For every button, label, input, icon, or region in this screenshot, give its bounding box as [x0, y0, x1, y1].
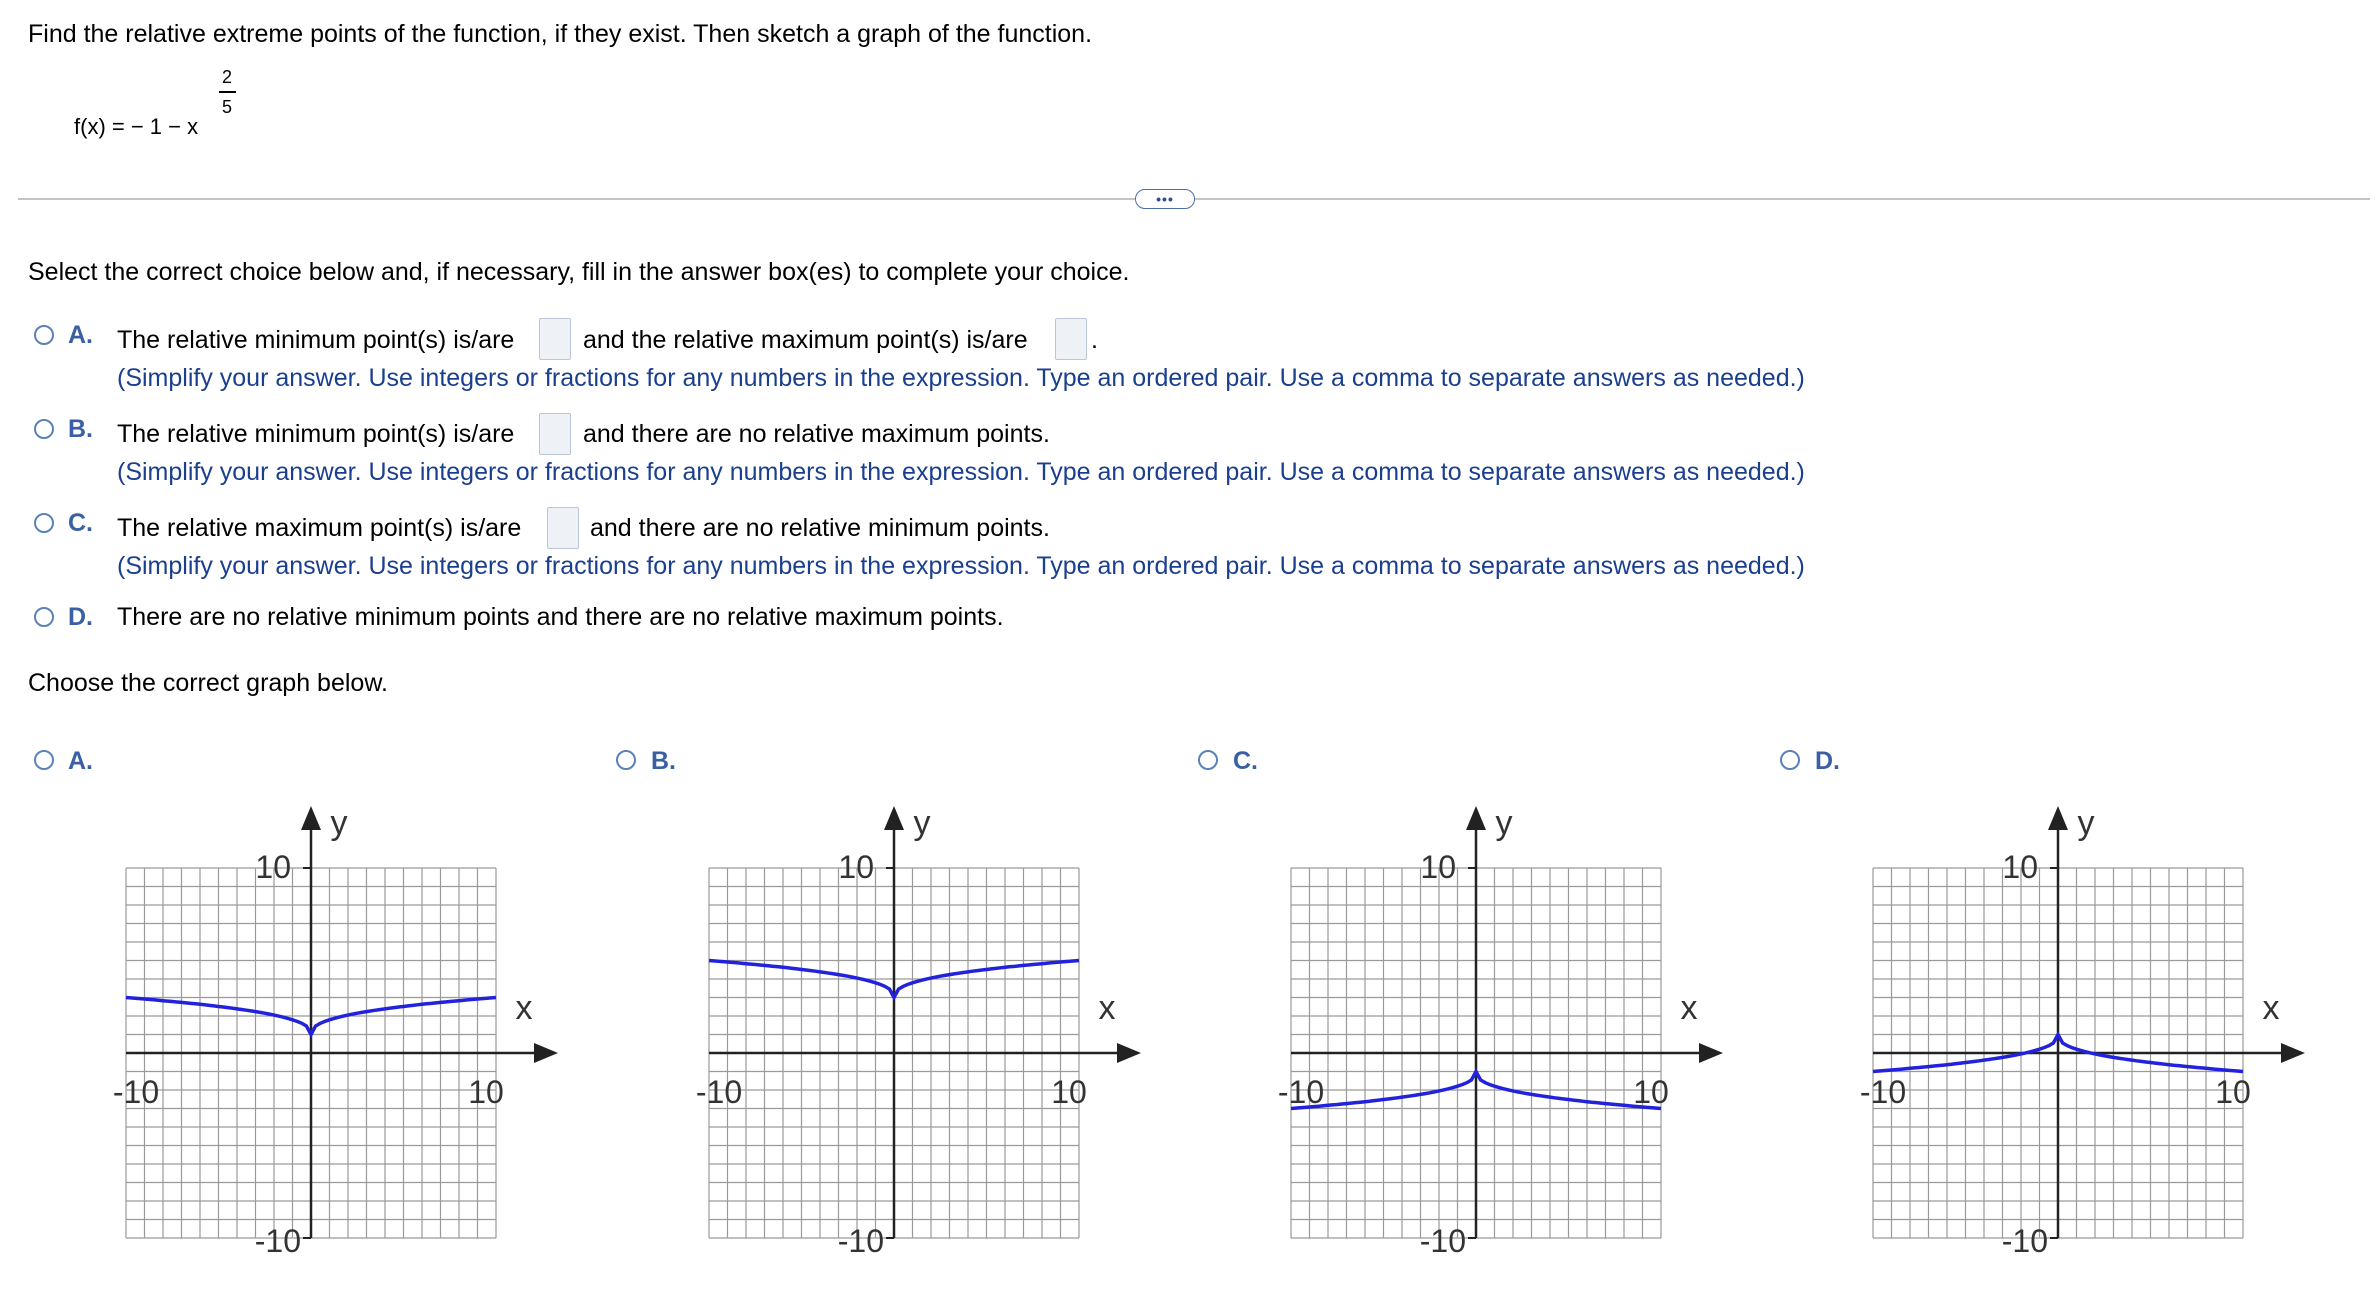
- tick-label-bottom: -10: [254, 1223, 301, 1259]
- choice-c-letter: C.: [68, 509, 93, 537]
- choice-a-text1: The relative minimum point(s) is/are: [117, 326, 515, 354]
- fraction-bar: [219, 91, 236, 93]
- tick-label-right: 10: [1633, 1074, 1669, 1110]
- part1-instruction: Select the correct choice below and, if necessary, fill in the answer box(es) to complete your choice.: [28, 258, 1130, 286]
- y-arrow: [884, 806, 904, 830]
- choice-a-period: .: [1091, 326, 1098, 354]
- exponent-denominator: 5: [222, 97, 233, 117]
- x-arrow: [1699, 1043, 1723, 1063]
- graph-d[interactable]: [1817, 790, 2337, 1270]
- tick-label-top: 10: [838, 849, 874, 885]
- tick-label-top: 10: [1420, 849, 1456, 885]
- graph-b-radio[interactable]: [616, 750, 636, 770]
- x-axis-label: x: [2262, 989, 2280, 1027]
- choice-d-radio[interactable]: [34, 607, 54, 627]
- choice-b-answer-box[interactable]: [539, 413, 571, 455]
- tick-label-top: 10: [2002, 849, 2038, 885]
- function-lhs: f(x) = − 1 − x: [74, 114, 199, 139]
- function-expression: [74, 60, 264, 140]
- tick-label-left: -10: [1277, 1074, 1325, 1110]
- choice-b-text1: The relative minimum point(s) is/are: [117, 420, 515, 448]
- y-arrow: [2048, 806, 2068, 830]
- choice-c-hint: (Simplify your answer. Use integers or fractions for any numbers in the expression. Type an ordered pair. Use a comma to separate answers as needed.): [117, 552, 1805, 580]
- choice-a-letter: A.: [68, 321, 93, 349]
- choice-c-text2: and there are no relative minimum points.: [590, 514, 1050, 542]
- choice-b-text2: and there are no relative maximum points.: [583, 420, 1050, 448]
- graph-b-letter: B.: [651, 747, 676, 775]
- tick-label-top: 10: [255, 849, 291, 885]
- choice-c-text1: The relative maximum point(s) is/are: [117, 514, 522, 542]
- graph-c-letter: C.: [1233, 747, 1258, 775]
- x-arrow: [534, 1043, 558, 1063]
- choice-a-min-answer-box[interactable]: [539, 318, 571, 360]
- x-axis-label: x: [1098, 989, 1116, 1027]
- choice-b-hint: (Simplify your answer. Use integers or fractions for any numbers in the expression. Type an ordered pair. Use a comma to separate answers as needed.): [117, 458, 1805, 486]
- more-button[interactable]: •••: [1135, 189, 1195, 209]
- y-axis-label: y: [1495, 804, 1513, 842]
- choice-a-text2: and the relative maximum point(s) is/are: [583, 326, 1028, 354]
- x-axis-label: x: [515, 989, 533, 1027]
- choice-a-hint: (Simplify your answer. Use integers or fractions for any numbers in the expression. Type an ordered pair. Use a comma to separate answers as needed.): [117, 364, 1805, 392]
- tick-label-right: 10: [2215, 1074, 2251, 1110]
- x-arrow: [1117, 1043, 1141, 1063]
- y-axis-label: y: [2077, 804, 2095, 842]
- tick-label-left: -10: [112, 1074, 160, 1110]
- tick-label-bottom: -10: [837, 1223, 884, 1259]
- graph-c[interactable]: [1235, 790, 1755, 1270]
- choice-b-radio[interactable]: [34, 419, 54, 439]
- y-arrow: [301, 806, 321, 830]
- graph-svg: [653, 790, 1173, 1270]
- x-arrow: [2281, 1043, 2305, 1063]
- y-axis-label: y: [330, 804, 348, 842]
- graph-a-radio[interactable]: [34, 750, 54, 770]
- graph-b[interactable]: [653, 790, 1173, 1270]
- choice-d-text: There are no relative minimum points and there are no relative maximum points.: [117, 603, 1004, 631]
- graph-c-radio[interactable]: [1198, 750, 1218, 770]
- tick-label-right: 10: [1051, 1074, 1087, 1110]
- choice-c-radio[interactable]: [34, 513, 54, 533]
- part2-instruction: Choose the correct graph below.: [28, 669, 388, 697]
- graph-svg: [70, 790, 590, 1270]
- choice-c-answer-box[interactable]: [547, 507, 579, 549]
- y-arrow: [1466, 806, 1486, 830]
- y-axis-label: y: [913, 804, 931, 842]
- tick-label-bottom: -10: [1419, 1223, 1466, 1259]
- graph-svg: [1817, 790, 2337, 1270]
- graph-a[interactable]: [70, 790, 590, 1270]
- graph-d-radio[interactable]: [1780, 750, 1800, 770]
- tick-label-bottom: -10: [2001, 1223, 2048, 1259]
- choice-a-radio[interactable]: [34, 325, 54, 345]
- choice-a-max-answer-box[interactable]: [1055, 318, 1087, 360]
- question-prompt: Find the relative extreme points of the function, if they exist. Then sketch a graph of the function.: [28, 20, 1093, 48]
- x-axis-label: x: [1680, 989, 1698, 1027]
- graph-svg: [1235, 790, 1755, 1270]
- exponent-numerator: 2: [222, 67, 233, 87]
- tick-label-right: 10: [468, 1074, 504, 1110]
- graph-a-letter: A.: [68, 747, 93, 775]
- graph-d-letter: D.: [1815, 747, 1840, 775]
- tick-label-left: -10: [695, 1074, 743, 1110]
- choice-b-letter: B.: [68, 415, 93, 443]
- choice-d-letter: D.: [68, 603, 93, 631]
- tick-label-left: -10: [1859, 1074, 1907, 1110]
